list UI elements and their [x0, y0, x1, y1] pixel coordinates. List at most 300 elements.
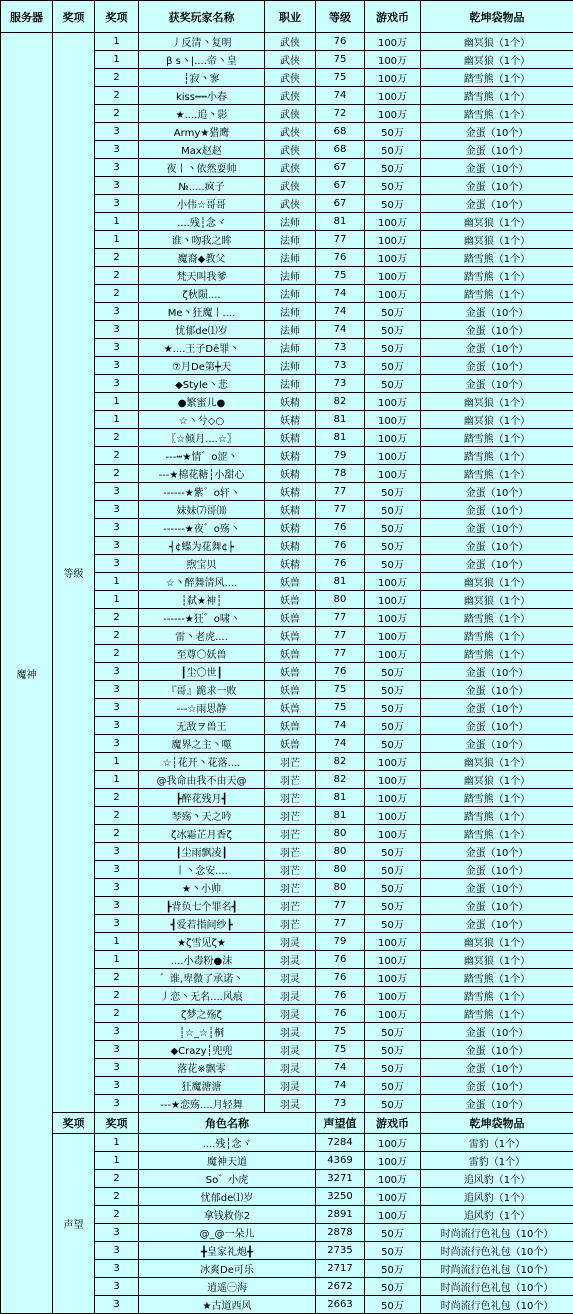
level-cell: 75 — [316, 699, 365, 717]
player-name-cell: kiss┅┅小春 — [139, 87, 265, 105]
player-name-cell: ┣背负七个罪名┫ — [139, 897, 265, 915]
rank-cell: 2 — [95, 429, 139, 447]
rank-cell: 3 — [95, 861, 139, 879]
coins-cell: 50万 — [365, 843, 421, 861]
rank-cell: 2 — [95, 1170, 139, 1188]
coins-cell: 100万 — [365, 51, 421, 69]
coins-cell: 50万 — [365, 537, 421, 555]
level-cell: 81 — [316, 213, 365, 231]
player-name-cell: ★....王子Dē罪丶 — [139, 339, 265, 357]
player-name-cell: ┥¢蝶为花舞¢┝ — [139, 537, 265, 555]
job-cell: 妖兽 — [265, 627, 316, 645]
player-name-cell: 魔裔◆教父 — [139, 249, 265, 267]
rank-cell: 3 — [95, 1242, 139, 1260]
job-cell: 法师 — [265, 357, 316, 375]
coins-cell: 50万 — [365, 663, 421, 681]
rank-cell: 3 — [95, 159, 139, 177]
job-cell: 武侠 — [265, 33, 316, 51]
player-name-cell: 狂魔溏溏 — [139, 1077, 265, 1095]
coins-cell: 50万 — [365, 1077, 421, 1095]
rank-cell: 1 — [95, 411, 139, 429]
item-cell: 踏雪熊（1个） — [421, 285, 573, 303]
coins-cell: 100万 — [365, 573, 421, 591]
rank-cell: 3 — [95, 519, 139, 537]
item-cell: 金蛋（10个） — [421, 159, 573, 177]
item-cell: 金蛋（10个） — [421, 339, 573, 357]
level-cell: 74 — [316, 717, 365, 735]
item-cell: 幽冥狼（1个） — [421, 51, 573, 69]
item-cell: 踏雪熊（1个） — [421, 249, 573, 267]
player-name-cell: ●繁蜜儿● — [139, 393, 265, 411]
header-row — [1, 1, 573, 33]
level-cell: 74 — [316, 1059, 365, 1077]
level-cell: 74 — [316, 87, 365, 105]
role-name-cell: @_@一朵儿 — [139, 1224, 316, 1242]
level-cell: 77 — [316, 645, 365, 663]
coins-cell: 50万 — [365, 1095, 421, 1113]
subheader-coins: 游戏币 — [365, 1113, 421, 1134]
rank-cell: 3 — [95, 681, 139, 699]
header-server: 服务器 — [1, 1, 53, 33]
player-name-cell: ---★棉花糖┆小甜心 — [139, 465, 265, 483]
header-item: 乾坤袋物品 — [421, 1, 573, 33]
job-cell: 武侠 — [265, 105, 316, 123]
coins-cell: 100万 — [365, 429, 421, 447]
coins-cell: 100万 — [365, 1134, 421, 1152]
coins-cell: 100万 — [365, 825, 421, 843]
rank-cell: 2 — [95, 69, 139, 87]
job-cell: 羽芒 — [265, 897, 316, 915]
job-cell: 妖兽 — [265, 699, 316, 717]
rank-cell: 2 — [95, 969, 139, 987]
player-name-cell: ζ秋陨.... — [139, 285, 265, 303]
rank-cell: 3 — [95, 1296, 139, 1314]
item-cell: 踏雪熊（1个） — [421, 627, 573, 645]
rank-cell: 3 — [95, 483, 139, 501]
player-name-cell: ------★狂゛o啸丶 — [139, 609, 265, 627]
job-cell: 羽灵 — [265, 1059, 316, 1077]
coins-cell: 100万 — [365, 771, 421, 789]
level-cell: 72 — [316, 105, 365, 123]
level-cell: 76 — [316, 951, 365, 969]
rank-cell: 2 — [95, 267, 139, 285]
coins-cell: 50万 — [365, 699, 421, 717]
player-name-cell: ---┅★情゛o涩丶 — [139, 447, 265, 465]
coins-cell: 50万 — [365, 519, 421, 537]
job-cell: 妖兽 — [265, 735, 316, 753]
job-cell: 法师 — [265, 321, 316, 339]
level-cell: 68 — [316, 123, 365, 141]
player-name-cell: 丿反清丶复明 — [139, 33, 265, 51]
header-rank: 奖项 — [95, 1, 139, 33]
player-name-cell: 妹妹⑺哥⑽ — [139, 501, 265, 519]
level-cell: 76 — [316, 537, 365, 555]
job-cell: 武侠 — [265, 51, 316, 69]
player-name-cell: ζ梦之殇ζ — [139, 1005, 265, 1023]
player-name-cell: 丿恋丶无名....风痕 — [139, 987, 265, 1005]
level-cell: 81 — [316, 789, 365, 807]
rank-cell: 3 — [95, 663, 139, 681]
prestige-cell: 4369 — [316, 1152, 365, 1170]
rank-cell: 3 — [95, 303, 139, 321]
job-cell: 妖兽 — [265, 681, 316, 699]
item-cell: 金蛋（10个） — [421, 861, 573, 879]
coins-cell: 100万 — [365, 393, 421, 411]
item-cell: 金蛋（10个） — [421, 915, 573, 933]
item-cell: 幽冥狼（1个） — [421, 933, 573, 951]
rank-cell: 1 — [95, 1134, 139, 1152]
item-cell: 金蛋（10个） — [421, 1095, 573, 1113]
player-name-cell: 煦宝贝 — [139, 555, 265, 573]
player-name-cell: ★ζ雪见ζ★ — [139, 933, 265, 951]
job-cell: 羽灵 — [265, 1005, 316, 1023]
player-name-cell: 谁丶吻我之眸 — [139, 231, 265, 249]
rank-cell: 2 — [95, 1188, 139, 1206]
role-name-cell: ★古道西风 — [139, 1296, 316, 1314]
player-name-cell: β s丶|....帝丶皇 — [139, 51, 265, 69]
job-cell: 妖精 — [265, 411, 316, 429]
item-cell: 幽冥狼（1个） — [421, 771, 573, 789]
level-cell: 81 — [316, 411, 365, 429]
player-name-cell: №.....疯子 — [139, 177, 265, 195]
rank-cell: 1 — [95, 1152, 139, 1170]
rank-cell: 2 — [95, 105, 139, 123]
level-cell: 76 — [316, 519, 365, 537]
item-cell: 雷豹（1个） — [421, 1134, 573, 1152]
job-cell: 法师 — [265, 249, 316, 267]
job-cell: 妖精 — [265, 429, 316, 447]
item-cell: 追风豹（1个） — [421, 1188, 573, 1206]
job-cell: 武侠 — [265, 159, 316, 177]
job-cell: 法师 — [265, 267, 316, 285]
level-cell: 73 — [316, 339, 365, 357]
level-cell: 81 — [316, 807, 365, 825]
level-cell: 74 — [316, 735, 365, 753]
player-name-cell: Army★猎鹰 — [139, 123, 265, 141]
level-cell: 80 — [316, 843, 365, 861]
job-cell: 妖兽 — [265, 591, 316, 609]
level-cell: 75 — [316, 69, 365, 87]
coins-cell: 50万 — [365, 1059, 421, 1077]
level-cell: 73 — [316, 1095, 365, 1113]
level-cell: 79 — [316, 447, 365, 465]
job-cell: 法师 — [265, 285, 316, 303]
level-cell: 73 — [316, 357, 365, 375]
coins-cell: 50万 — [365, 1296, 421, 1314]
player-name-cell: ┃尘〇世┃ — [139, 663, 265, 681]
rank-cell: 3 — [95, 1260, 139, 1278]
job-cell: 妖兽 — [265, 645, 316, 663]
item-cell: 时尚流行色礼包（10个） — [421, 1242, 573, 1260]
coins-cell: 100万 — [365, 231, 421, 249]
player-name-cell: 魔界之主丶噬 — [139, 735, 265, 753]
player-name-cell: ┃尘雨飘凌┃ — [139, 843, 265, 861]
coins-cell: 100万 — [365, 951, 421, 969]
player-name-cell: ....残┆念ヾ — [139, 213, 265, 231]
player-name-cell: ☆┆花开丶花落.... — [139, 753, 265, 771]
player-name-cell: ◆Style丶悲 — [139, 375, 265, 393]
rank-cell: 2 — [95, 285, 139, 303]
prestige-cell: 2735 — [316, 1242, 365, 1260]
rank-cell: 3 — [95, 357, 139, 375]
rank-cell: 3 — [95, 123, 139, 141]
rank-cell: 2 — [95, 465, 139, 483]
coins-cell: 100万 — [365, 969, 421, 987]
job-cell: 妖兽 — [265, 663, 316, 681]
rank-cell: 3 — [95, 897, 139, 915]
coins-cell: 100万 — [365, 933, 421, 951]
rank-cell: 3 — [95, 339, 139, 357]
job-cell: 羽灵 — [265, 951, 316, 969]
coins-cell: 100万 — [365, 87, 421, 105]
coins-cell: 50万 — [365, 1023, 421, 1041]
job-cell: 羽灵 — [265, 987, 316, 1005]
job-cell: 羽芒 — [265, 807, 316, 825]
job-cell: 妖精 — [265, 555, 316, 573]
level-cell: 73 — [316, 375, 365, 393]
item-cell: 金蛋（10个） — [421, 321, 573, 339]
player-name-cell: 琴殇丶天之吟 — [139, 807, 265, 825]
item-cell: 雷豹（1个） — [421, 1152, 573, 1170]
item-cell: 时尚流行色礼包（10个） — [421, 1278, 573, 1296]
rank-cell: 2 — [95, 825, 139, 843]
item-cell: 踏雪熊（1个） — [421, 447, 573, 465]
rank-cell: 3 — [95, 879, 139, 897]
job-cell: 武侠 — [265, 195, 316, 213]
level-cell: 68 — [316, 141, 365, 159]
level-cell: 77 — [316, 609, 365, 627]
item-cell: 踏雪熊（1个） — [421, 789, 573, 807]
header-job: 职业 — [265, 1, 316, 33]
coins-cell: 100万 — [365, 33, 421, 51]
coins-cell: 50万 — [365, 123, 421, 141]
subheader-item: 乾坤袋物品 — [421, 1113, 573, 1134]
job-cell: 法师 — [265, 213, 316, 231]
coins-cell: 50万 — [365, 1242, 421, 1260]
item-cell: 踏雪熊（1个） — [421, 87, 573, 105]
player-name-cell: ★....追丶影 — [139, 105, 265, 123]
job-cell: 羽芒 — [265, 879, 316, 897]
level-cell: 77 — [316, 231, 365, 249]
level-cell: 82 — [316, 753, 365, 771]
rank-cell: 3 — [95, 1278, 139, 1296]
coins-cell: 50万 — [365, 555, 421, 573]
level-cell: 74 — [316, 321, 365, 339]
item-cell: 踏雪熊（1个） — [421, 807, 573, 825]
job-cell: 羽芒 — [265, 843, 316, 861]
player-name-cell: 至尊〇妖兽 — [139, 645, 265, 663]
role-name-cell: 冰爽De可乐 — [139, 1260, 316, 1278]
item-cell: 幽冥狼（1个） — [421, 573, 573, 591]
job-cell: 法师 — [265, 231, 316, 249]
coins-cell: 100万 — [365, 465, 421, 483]
coins-cell: 100万 — [365, 105, 421, 123]
rank-cell: 2 — [95, 609, 139, 627]
item-cell: 踏雪熊（1个） — [421, 69, 573, 87]
job-cell: 法师 — [265, 375, 316, 393]
coins-cell: 50万 — [365, 1041, 421, 1059]
coins-cell: 50万 — [365, 357, 421, 375]
coins-cell: 100万 — [365, 1188, 421, 1206]
coins-cell: 100万 — [365, 609, 421, 627]
prestige-cell: 2891 — [316, 1206, 365, 1224]
level-cell: 82 — [316, 771, 365, 789]
rank-cell: 3 — [95, 321, 139, 339]
level-cell: 80 — [316, 861, 365, 879]
coins-cell: 50万 — [365, 1278, 421, 1296]
item-cell: 时尚流行色礼包（10个） — [421, 1224, 573, 1242]
item-cell: 踏雪熊（1个） — [421, 825, 573, 843]
coins-cell: 50万 — [365, 177, 421, 195]
player-name-cell: ┆寂丶寥 — [139, 69, 265, 87]
item-cell: 踏雪熊（1个） — [421, 105, 573, 123]
rank-cell: 3 — [95, 177, 139, 195]
level-cell: 75 — [316, 681, 365, 699]
job-cell: 羽芒 — [265, 753, 316, 771]
coins-cell: 50万 — [365, 141, 421, 159]
coins-cell: 50万 — [365, 375, 421, 393]
item-cell: 时尚流行色礼包（10个） — [421, 1260, 573, 1278]
job-cell: 羽灵 — [265, 933, 316, 951]
coins-cell: 100万 — [365, 69, 421, 87]
coins-cell: 100万 — [365, 249, 421, 267]
coins-cell: 100万 — [365, 213, 421, 231]
level-cell: 76 — [316, 249, 365, 267]
item-cell: 金蛋（10个） — [421, 123, 573, 141]
job-cell: 羽灵 — [265, 1095, 316, 1113]
coins-cell: 50万 — [365, 195, 421, 213]
player-name-cell: ---☆雨思静 — [139, 699, 265, 717]
rank-cell: 3 — [95, 141, 139, 159]
level-cell: 76 — [316, 33, 365, 51]
coins-cell: 50万 — [365, 915, 421, 933]
item-cell: 金蛋（10个） — [421, 735, 573, 753]
item-cell: 金蛋（10个） — [421, 843, 573, 861]
item-cell: 幽冥狼（1个） — [421, 393, 573, 411]
coins-cell: 50万 — [365, 717, 421, 735]
level-cell: 78 — [316, 465, 365, 483]
rank-cell: 2 — [95, 1005, 139, 1023]
player-name-cell: 无敌ヲ兽王 — [139, 717, 265, 735]
rank-cell: 3 — [95, 375, 139, 393]
item-cell: 金蛋（10个） — [421, 1041, 573, 1059]
rank-cell: 3 — [95, 843, 139, 861]
job-cell: 武侠 — [265, 141, 316, 159]
item-cell: 金蛋（10个） — [421, 681, 573, 699]
header-coins: 游戏币 — [365, 1, 421, 33]
job-cell: 妖兽 — [265, 717, 316, 735]
subheader-award: 奖项 — [53, 1113, 95, 1134]
coins-cell: 50万 — [365, 861, 421, 879]
job-cell: 羽灵 — [265, 1077, 316, 1095]
player-name-cell: ☆丶醉舞清风.... — [139, 573, 265, 591]
job-cell: 武侠 — [265, 69, 316, 87]
player-name-cell: 落花※飘零 — [139, 1059, 265, 1077]
job-cell: 妖精 — [265, 519, 316, 537]
level-cell: 67 — [316, 177, 365, 195]
rank-cell: 2 — [95, 645, 139, 663]
player-name-cell: 忧郁de⑴岁 — [139, 321, 265, 339]
item-cell: 幽冥狼（1个） — [421, 33, 573, 51]
item-cell: 金蛋（10个） — [421, 195, 573, 213]
level-cell: 77 — [316, 627, 365, 645]
player-name-cell: 夜丨丶依然耍帅 — [139, 159, 265, 177]
coins-cell: 100万 — [365, 807, 421, 825]
player-name-cell: ┆弑★神┆ — [139, 591, 265, 609]
level-cell: 74 — [316, 303, 365, 321]
rank-cell: 1 — [95, 591, 139, 609]
rank-cell: 2 — [95, 627, 139, 645]
level-cell: 67 — [316, 159, 365, 177]
item-cell: 金蛋（10个） — [421, 357, 573, 375]
item-cell: 金蛋（10个） — [421, 699, 573, 717]
prestige-cell: 3250 — [316, 1188, 365, 1206]
player-name-cell: ------★紫゛o轩丶 — [139, 483, 265, 501]
coins-cell: 100万 — [365, 1170, 421, 1188]
rank-cell: 1 — [95, 231, 139, 249]
subheader-prestige: 声望值 — [316, 1113, 365, 1134]
player-name-cell: 〖☆倾月....☆〗 — [139, 429, 265, 447]
role-name-cell: 魔神天道 — [139, 1152, 316, 1170]
level-cell: 81 — [316, 429, 365, 447]
item-cell: 金蛋（10个） — [421, 1023, 573, 1041]
level-cell: 76 — [316, 663, 365, 681]
prestige-header-row — [1, 1113, 573, 1134]
level-cell: 80 — [316, 825, 365, 843]
player-name-cell: ....小毒粉●沫 — [139, 951, 265, 969]
level-cell: 75 — [316, 51, 365, 69]
rank-cell: 3 — [95, 195, 139, 213]
coins-cell: 50万 — [365, 897, 421, 915]
rank-cell: 2 — [95, 447, 139, 465]
coins-cell: 50万 — [365, 1224, 421, 1242]
player-name-cell: ★丶小帅 — [139, 879, 265, 897]
job-cell: 武侠 — [265, 177, 316, 195]
level-cell: 77 — [316, 897, 365, 915]
coins-cell: 50万 — [365, 339, 421, 357]
item-cell: 金蛋（10个） — [421, 897, 573, 915]
item-cell: 金蛋（10个） — [421, 177, 573, 195]
prestige-cell: 2878 — [316, 1224, 365, 1242]
item-cell: 金蛋（10个） — [421, 1077, 573, 1095]
rank-cell: 2 — [95, 789, 139, 807]
role-name-cell: So゛小虎 — [139, 1170, 316, 1188]
prestige-cell: 2672 — [316, 1278, 365, 1296]
rank-cell: 1 — [95, 951, 139, 969]
rank-cell: 1 — [95, 33, 139, 51]
item-cell: 金蛋（10个） — [421, 519, 573, 537]
subheader-role: 角色名称 — [139, 1113, 316, 1134]
player-name-cell: ┣醉花残月┫ — [139, 789, 265, 807]
role-name-cell: 逍遥㊀海 — [139, 1278, 316, 1296]
item-cell: 追风豹（1个） — [421, 1206, 573, 1224]
job-cell: 羽灵 — [265, 1041, 316, 1059]
player-name-cell: 梵天叫我爹 — [139, 267, 265, 285]
level-cell: 77 — [316, 483, 365, 501]
coins-cell: 100万 — [365, 591, 421, 609]
prestige-cell: 2717 — [316, 1260, 365, 1278]
level-cell: 82 — [316, 393, 365, 411]
rank-cell: 3 — [95, 1059, 139, 1077]
job-cell: 妖精 — [265, 465, 316, 483]
level-cell: 77 — [316, 915, 365, 933]
level-cell: 77 — [316, 501, 365, 519]
coins-cell: 50万 — [365, 735, 421, 753]
header-award: 奖项 — [53, 1, 95, 33]
job-cell: 妖精 — [265, 537, 316, 555]
coins-cell: 50万 — [365, 501, 421, 519]
level-cell: 79 — [316, 933, 365, 951]
